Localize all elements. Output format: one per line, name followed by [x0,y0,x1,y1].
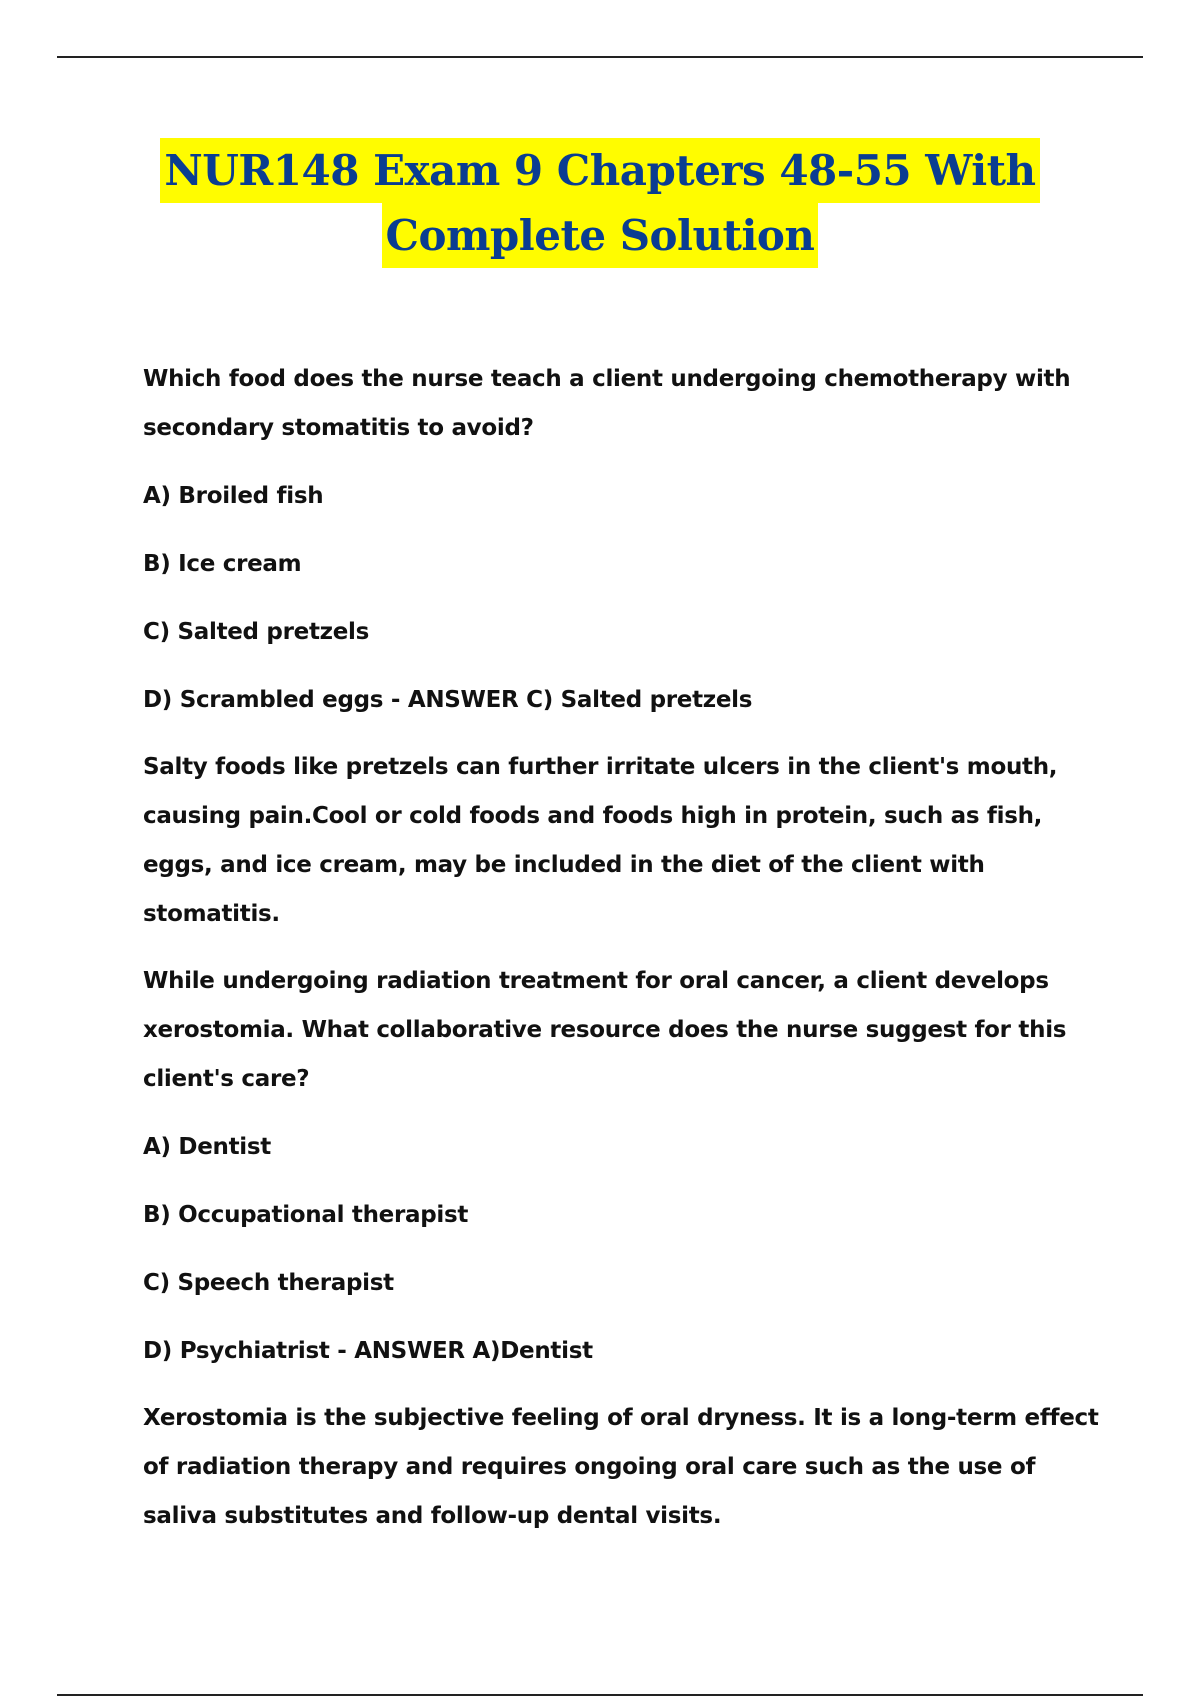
title-line-2: Complete Solution [382,203,819,268]
document-body [143,355,1103,1541]
answer-option: B) Occupational therapist [143,1202,469,1228]
question-text: Which food does the nurse teach a client undergoing chemotherapy with secondary stomatitis to avoid? [143,366,1071,441]
answer-option: C) Speech therapist [143,1270,394,1296]
document-title [0,138,1200,268]
header-rule [57,56,1143,58]
answer-option: B) Ice cream [143,551,302,577]
answer-option: C) Salted pretzels [143,619,369,645]
answer-option-with-answer: D) Psychiatrist - ANSWER A)Dentist [143,1338,593,1364]
answer-option: A) Dentist [143,1134,271,1160]
answer-option-with-answer: D) Scrambled eggs - ANSWER C) Salted pretzels [143,687,753,713]
title-line-1: NUR148 Exam 9 Chapters 48-55 With [160,138,1039,203]
rationale-text: Salty foods like pretzels can further irritate ulcers in the client's mouth, causing pain.Cool or cold foods and foods high in protein, such as fish, eggs, and ice cream, may be included in the diet of the client with stomatitis. [143,754,1058,927]
rationale-text: Xerostomia is the subjective feeling of oral dryness. It is a long-term effect of radiation therapy and requires ongoing oral care such as the use of saliva substitutes and follow-up dental visits. [143,1405,1099,1529]
question-text: While undergoing radiation treatment for oral cancer, a client develops xerostomia. What collaborative resource does the nurse suggest for this client's care? [143,968,1067,1092]
answer-option: A) Broiled fish [143,483,324,509]
footer-rule [57,1694,1143,1696]
